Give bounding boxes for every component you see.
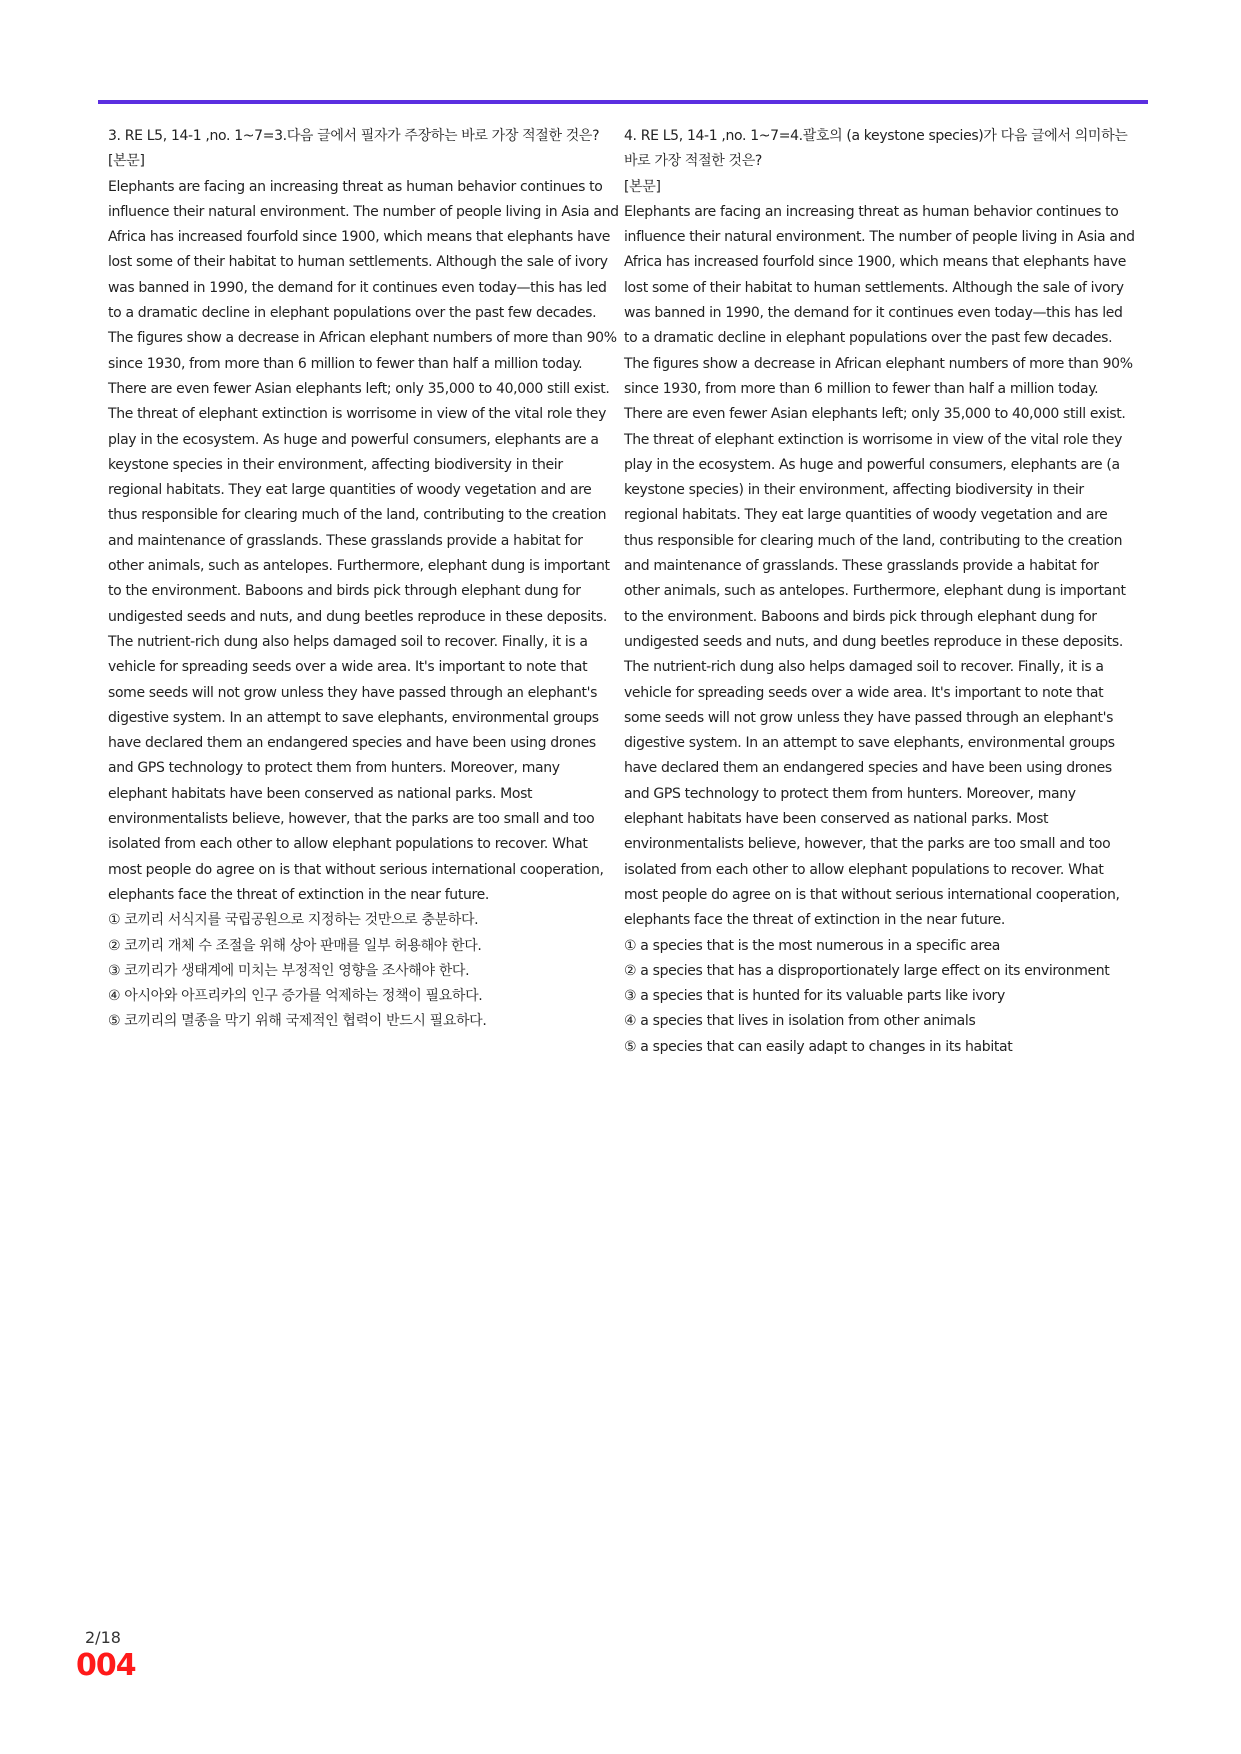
option-5[interactable]: ⑤ a species that can easily adapt to changes in its habitat: [624, 1038, 1013, 1055]
header-divider: [98, 100, 1148, 104]
option-3[interactable]: ③ 코끼리가 생태계에 미치는 부정적인 영향을 조사해야 한다.: [108, 962, 470, 979]
option-2[interactable]: ② 코끼리 개체 수 조절을 위해 상아 판매를 일부 허용해야 한다.: [108, 937, 482, 954]
question-3-title: 3. RE L5, 14-1 ,no. 1~7=3.다음 글에서 필자가 주장하는 바로 가장 적절한 것은?: [108, 128, 600, 144]
answer-options: [108, 908, 620, 1034]
option-2[interactable]: ② a species that has a disproportionately large effect on its environment: [624, 962, 1110, 979]
document-code: 004: [76, 1648, 136, 1683]
passage-label: [본문]: [108, 153, 145, 170]
option-3[interactable]: ③ a species that is hunted for its valuable parts like ivory: [624, 988, 1005, 1005]
passage-label: [본문]: [624, 178, 661, 195]
passage-text: Elephants are facing an increasing threat as human behavior continues to influence their natural environment. The number of people living in Asia and Africa has increased fourfold since 1900, which means that elephants have lost some of their habitat to human settlements. Although the sale of ivory was banned in 1990, the demand for it continues even today—this has led to a dramatic decline in elephant populations over the past few decades. The figures show a decrease in African elephant numbers of more than 90% since 1930, from more than 6 million to fewer than half a million today. There are even fewer Asian elephants left; only 35,000 to 40,000 still exist. The threat of elephant extinction is worrisome in view of the vital role they play in the ecosystem. As huge and powerful consumers, elephants are a keystone species in their environment, affecting biodiversity in their regional habitats. They eat large quantities of woody vegetation and are thus responsible for clearing much of the land, contributing to the creation and maintenance of grasslands. These grasslands provide a habitat for other animals, such as antelopes. Furthermore, elephant dung is important to the environment. Baboons and birds pick through elephant dung for undigested seeds and nuts, and dung beetles reproduce in these deposits. The nutrient-rich dung also helps damaged soil to recover. Finally, it is a vehicle for spreading seeds over a wide area. It's important to note that some seeds will not grow unless they have passed through an elephant's digestive system. In an attempt to save elephants, environmental groups have declared them an endangered species and have been using drones and GPS technology to protect them from hunters. Moreover, many elephant habitats have been conserved as national parks. Most environmentalists believe, however, that the parks are too small and too isolated from each other to allow elephant populations to recover. What most people do agree on is that without serious international cooperation, elephants face the threat of extinction in the near future.: [108, 178, 619, 903]
question-4-title: 4. RE L5, 14-1 ,no. 1~7=4.괄호의 (a keystone species)가 다음 글에서 의미하는 바로 가장 적절한 것은?: [624, 128, 1128, 170]
answer-options: [624, 934, 1136, 1060]
passage-text: Elephants are facing an increasing threat as human behavior continues to influence their natural environment. The number of people living in Asia and Africa has increased fourfold since 1900, which means that elephants have lost some of their habitat to human settlements. Although the sale of ivory was banned in 1990, the demand for it continues even today—this has led to a dramatic decline in elephant populations over the past few decades. The figures show a decrease in African elephant numbers of more than 90% since 1930, from more than 6 million to fewer than half a million today. There are even fewer Asian elephants left; only 35,000 to 40,000 still exist. The threat of elephant extinction is worrisome in view of the vital role they play in the ecosystem. As huge and powerful consumers, elephants are (a keystone species) in their environment, affecting biodiversity in their regional habitats. They eat large quantities of woody vegetation and are thus responsible for clearing much of the land, contributing to the creation and maintenance of grasslands. These grasslands provide a habitat for other animals, such as antelopes. Furthermore, elephant dung is important to the environment. Baboons and birds pick through elephant dung for undigested seeds and nuts, and dung beetles reproduce in these deposits. The nutrient-rich dung also helps damaged soil to recover. Finally, it is a vehicle for spreading seeds over a wide area. It's important to note that some seeds will not grow unless they have passed through an elephant's digestive system. In an attempt to save elephants, environmental groups have declared them an endangered species and have been using drones and GPS technology to protect them from hunters. Moreover, many elephant habitats have been conserved as national parks. Most environmentalists believe, however, that the parks are too small and too isolated from each other to allow elephant populations to recover. What most people do agree on is that without serious international cooperation, elephants face the threat of extinction in the near future.: [624, 203, 1135, 929]
option-4[interactable]: ④ a species that lives in isolation from other animals: [624, 1013, 976, 1030]
page-number: 2/18: [85, 1628, 121, 1647]
option-4[interactable]: ④ 아시아와 아프리카의 인구 증가를 억제하는 정책이 필요하다.: [108, 988, 483, 1005]
question-3: [108, 124, 620, 1035]
option-1[interactable]: ① a species that is the most numerous in a specific area: [624, 937, 1000, 954]
option-1[interactable]: ① 코끼리 서식지를 국립공원으로 지정하는 것만으로 충분하다.: [108, 912, 479, 929]
question-4: [624, 124, 1136, 1060]
option-5[interactable]: ⑤ 코끼리의 멸종을 막기 위해 국제적인 협력이 반드시 필요하다.: [108, 1013, 487, 1030]
